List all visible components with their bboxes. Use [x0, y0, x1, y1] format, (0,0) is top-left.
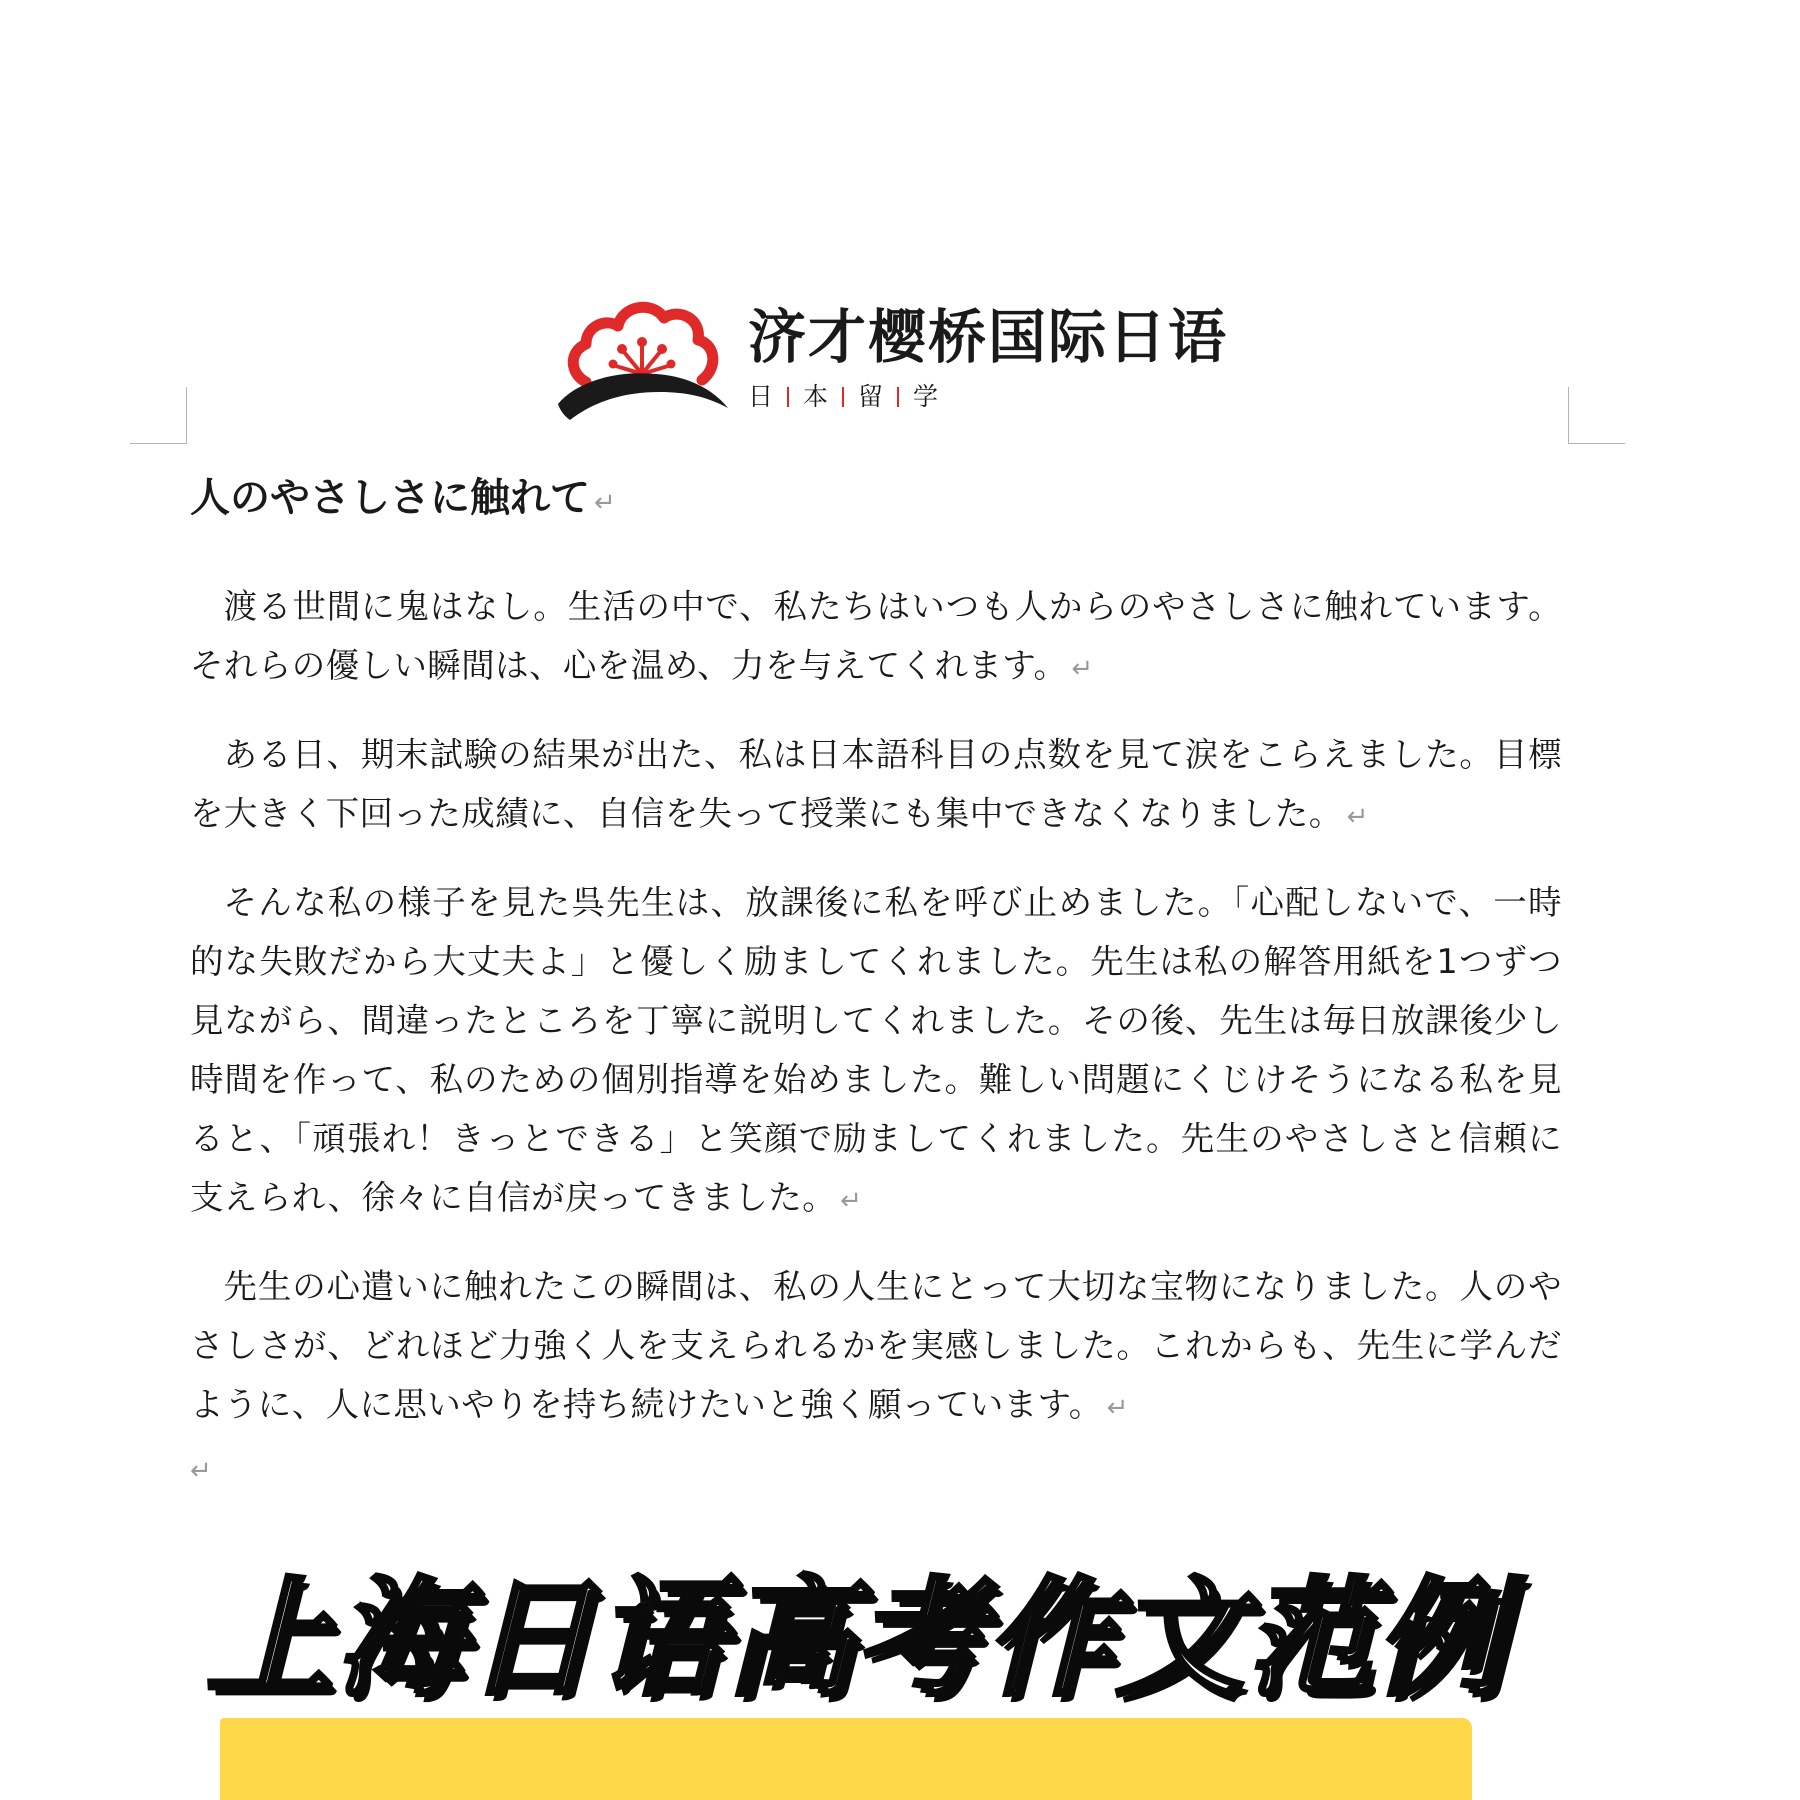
logo-subtitle-char: 日 — [748, 382, 774, 411]
paragraph-text: 渡る世間に鬼はなし。生活の中で、私たちはいつも人からのやさしさに触れています。それらの優しい瞬間は、心を温め、力を与えてくれます。 — [190, 587, 1562, 685]
logo-subtitle-separator — [842, 387, 844, 407]
essay-paragraph — [190, 577, 1562, 699]
paragraph-mark-icon: ↵ — [840, 1186, 863, 1216]
document-body — [190, 468, 1562, 1464]
banner-title: 上海日语高考作文范例 — [206, 1565, 1507, 1714]
logo-subtitle — [748, 384, 1208, 409]
empty-paragraph-mark-icon: ↵ — [190, 1456, 212, 1486]
logo-title: 济才樱桥国际日语 — [748, 303, 1229, 371]
crop-mark-top-left — [130, 387, 187, 444]
logo-text — [748, 303, 1229, 411]
essay-title — [190, 468, 1562, 533]
paragraph-text: そんな私の様子を見た呉先生は、放課後に私を呼び止めました。「心配しないで、一時的な失敗だから大丈夫よ」と優しく励ましてくれました。先生は私の解答用紙を1つずつ見ながら、間違ったところを丁寧に説明してくれました。その後、先生は毎日放課後少し時間を作って、私のための個別指導を始めました。難しい問題にくじけそうになる私を見ると、「頑張れ！きっとできる」と笑顔で励ましてくれました。先生のやさしさと信頼に支えられ、徐々に自信が戻ってきました。 — [190, 883, 1562, 1217]
paragraph-mark-icon: ↵ — [594, 488, 616, 518]
logo-subtitle-char: 留 — [858, 382, 884, 411]
paragraph-mark-icon: ↵ — [1071, 654, 1094, 684]
banner — [0, 1560, 1800, 1800]
logo-subtitle-char: 本 — [803, 382, 829, 411]
essay-title-text: 人のやさしさに触れて — [190, 475, 590, 521]
paragraph-text: 先生の心遣いに触れたこの瞬間は、私の人生にとって大切な宝物になりました。人のやさしさが、どれほど力強く人を支えられるかを実感しました。これからも、先生に学んだように、人に思いやりを持ち続けたいと強く願っています。 — [190, 1267, 1562, 1424]
brand-logo — [556, 296, 1229, 426]
banner-highlight — [220, 1718, 1472, 1800]
logo-subtitle-separator — [787, 387, 789, 407]
essay-paragraph — [190, 873, 1562, 1231]
plum-blossom-logo-icon — [556, 296, 732, 426]
logo-subtitle-char: 学 — [913, 382, 939, 411]
paragraph-mark-icon: ↵ — [1346, 802, 1369, 832]
paragraph-text: ある日、期末試験の結果が出た、私は日本語科目の点数を見て涙をこらえました。目標を大きく下回った成績に、自信を失って授業にも集中できなくなりました。 — [190, 735, 1562, 833]
logo-subtitle-separator — [897, 387, 899, 407]
paragraph-mark-icon: ↵ — [1106, 1393, 1129, 1423]
crop-mark-top-right — [1568, 387, 1625, 444]
essay-paragraph — [190, 1257, 1562, 1438]
essay-paragraph — [190, 725, 1562, 847]
